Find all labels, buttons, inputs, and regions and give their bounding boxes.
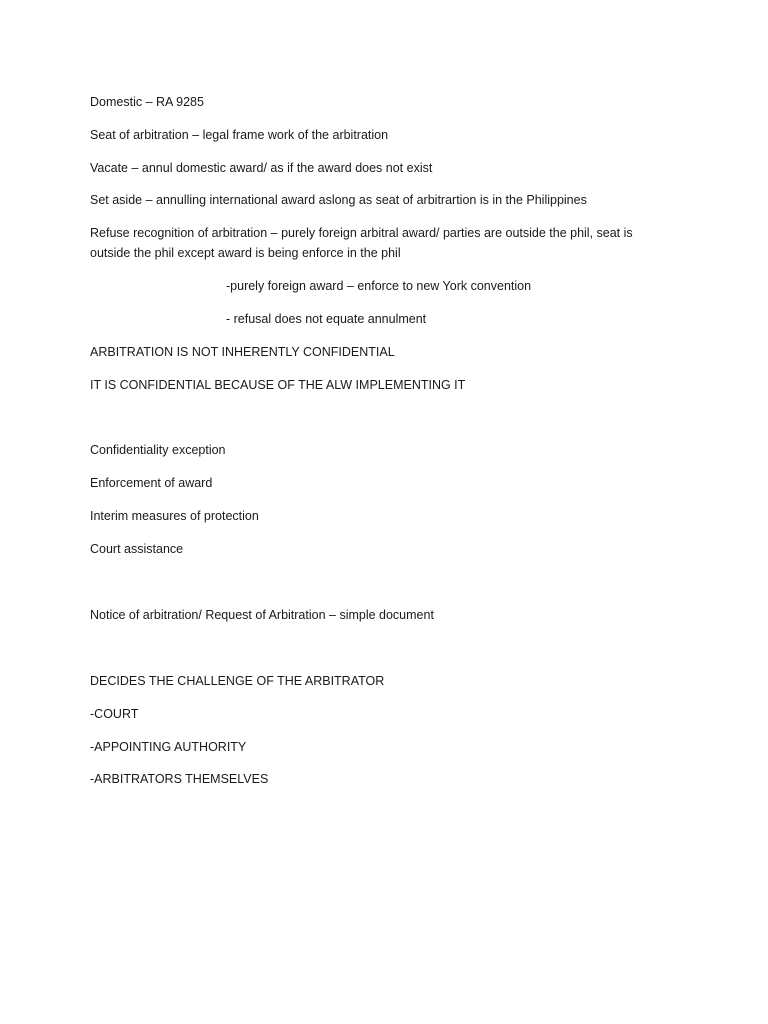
text-line-vacate: Vacate – annul domestic award/ as if the award does not exist — [90, 161, 433, 175]
text-line-court-assistance: Court assistance — [90, 542, 184, 556]
text-line-not-confidential: ARBITRATION IS NOT INHERENTLY CONFIDENTIAL — [90, 345, 395, 359]
text-line-confidential-law: IT IS CONFIDENTIAL BECAUSE OF THE ALW IMPLEMENTING IT — [90, 378, 466, 392]
text-line-decides-challenge: DECIDES THE CHALLENGE OF THE ARBITRATOR — [90, 674, 385, 688]
text-line-arbitrators: -ARBITRATORS THEMSELVES — [90, 772, 269, 786]
text-line-court: -COURT — [90, 707, 139, 721]
text-line-set-aside: Set aside – annulling international award aslong as seat of arbitrartion is in the Philippines — [90, 193, 587, 207]
text-line-enforcement: Enforcement of award — [90, 476, 213, 490]
text-line-refusal: - refusal does not equate annulment — [226, 312, 427, 326]
text-line-appointing-authority: -APPOINTING AUTHORITY — [90, 740, 247, 754]
text-line-refuse-recognition: Refuse recognition of arbitration – purely foreign arbitral award/ parties are outside the phil, seat is outside the phil except award is being enforce in the phil — [90, 226, 633, 260]
text-line-domestic: Domestic – RA 9285 — [90, 95, 204, 109]
text-line-interim-measures: Interim measures of protection — [90, 509, 259, 523]
text-line-notice: Notice of arbitration/ Request of Arbitration – simple document — [90, 608, 434, 622]
text-line-purely-foreign: -purely foreign award – enforce to new York convention — [226, 279, 532, 293]
text-line-confidentiality-exception: Confidentiality exception — [90, 443, 226, 457]
text-line-seat: Seat of arbitration – legal frame work of the arbitration — [90, 128, 389, 142]
